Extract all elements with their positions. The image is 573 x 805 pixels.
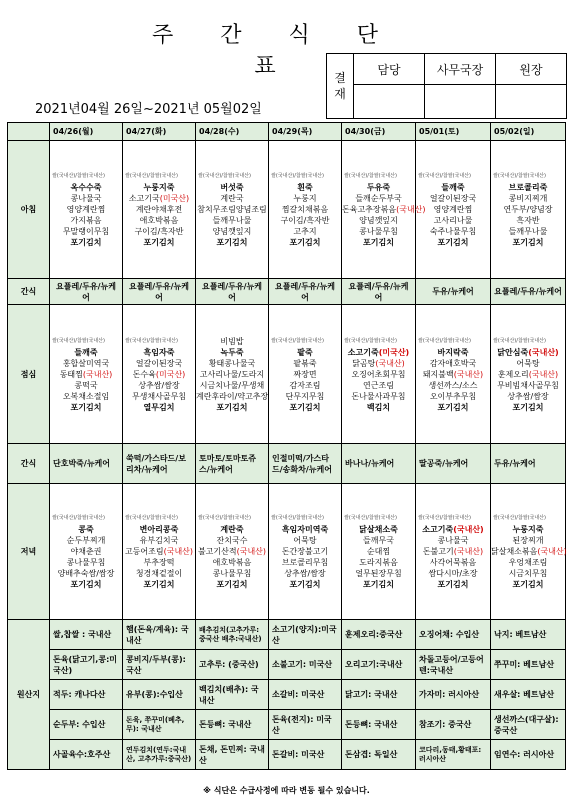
corner-cell xyxy=(8,123,50,141)
menu-item: 소고기죽(미국산) xyxy=(347,347,410,357)
menu-item: 오이부추무침 xyxy=(429,391,477,401)
menu-item: 포기김치 xyxy=(363,238,394,247)
menu-item: 어묵탕 xyxy=(516,358,540,368)
origin-cell: 소갈비: 미국산 xyxy=(269,680,342,710)
origin-cell: 쭈꾸미: 베트남산 xyxy=(491,650,566,680)
menu-item: 누룽지 xyxy=(293,194,317,203)
category-snack-morning: 간식 xyxy=(8,279,50,305)
origin-cell: 백김치(배추): 국내산 xyxy=(196,680,269,710)
origin-cell: 훈제오리:중국산 xyxy=(342,620,416,650)
snack-cell: 요플레/두유/뉴케어 xyxy=(196,279,269,305)
menu-item: 생선까스/소스 xyxy=(428,380,478,390)
approval-sign-office-director xyxy=(425,85,496,119)
approval-box xyxy=(326,53,567,119)
origin-cell: 생선까스(대구살):중국산 xyxy=(491,710,566,740)
origin-cell: 돈삼겹: 독일산 xyxy=(342,740,416,770)
menu-item: 무비빔채사골무침 xyxy=(497,380,559,390)
menu-item: 얼갈이된장국 xyxy=(429,194,477,203)
origin-tag: (국내산) xyxy=(82,369,113,379)
menu-item: 흰죽 xyxy=(297,183,313,192)
menu-item: 오복채소절임 xyxy=(62,391,110,401)
menu-item: 감자애호박국 xyxy=(429,358,477,368)
menu-item: 돈육고추장볶음(국내산) xyxy=(342,205,426,214)
menu-item: 계란후라이/약고추장 xyxy=(196,391,269,401)
menu-item: 옥수수죽 xyxy=(70,183,102,192)
menu-item: 어묵탕 xyxy=(293,536,317,545)
menu-item: 동태찜(국내산) xyxy=(59,369,113,379)
lunch-cell xyxy=(416,305,491,444)
snack-cell: 쑥떡/가스타드/보리차/뉴케어 xyxy=(123,444,196,484)
origin-cell: 순두부: 수입산 xyxy=(50,710,123,740)
menu-item: 무말랭이무침 xyxy=(62,227,110,236)
menu-item: 연근조림 xyxy=(363,380,394,390)
menu-item: 포기김치 xyxy=(363,580,394,589)
menu-item: 애호박볶음 xyxy=(212,558,252,567)
menu-item: 콩나물무침 xyxy=(359,227,398,236)
origin-cell: 쌀,찹쌀 : 국내산 xyxy=(50,620,123,650)
menu-item: 콩나물국 xyxy=(437,536,469,545)
origin-cell: 돈육(닭고기,콩:미국산) xyxy=(50,650,123,680)
menu-item: 포기김치 xyxy=(143,580,175,589)
menu-item: 영양계란찜 xyxy=(433,205,473,214)
menu-item: 콩죽 xyxy=(78,525,94,534)
menu-item: 고사리나물/도라지 xyxy=(199,369,265,379)
origin-cell: 배추김치(고추가루:중국산 배추:국내산) xyxy=(196,620,269,650)
menu-item: 누룽지죽 xyxy=(143,183,175,192)
menu-item: 감자조림 xyxy=(289,380,321,390)
snack-cell: 요플레/두유/뉴케어 xyxy=(342,279,416,305)
origin-cell: 가자미: 러시아산 xyxy=(416,680,491,710)
origin-cell: 돈갈비: 미국산 xyxy=(269,740,342,770)
menu-item: 단무지무침 xyxy=(285,391,325,401)
page-title: 주 간 식 단 표 xyxy=(152,23,398,79)
origin-cell: 돈등뼈: 국내산 xyxy=(196,710,269,740)
origin-cell: 오징어채: 수입산 xyxy=(416,620,491,650)
menu-item: 고추지 xyxy=(293,227,317,236)
day-header: 04/29(목) xyxy=(269,123,342,141)
origin-cell: 돈등뼈: 국내산 xyxy=(342,710,416,740)
menu-item: 쌀(국내산)/찹쌀(국내산) xyxy=(493,173,546,179)
breakfast-items xyxy=(491,171,565,248)
dinner-cell xyxy=(491,484,566,620)
dinner-items xyxy=(416,513,490,590)
menu-item: 변아리콩죽 xyxy=(139,525,179,534)
origin-tag: (국내산) xyxy=(375,358,405,368)
menu-item: 훈제오리(국내산) xyxy=(497,369,559,379)
breakfast-cell xyxy=(342,141,426,279)
snack-cell: 요플레/두유/뉴케어 xyxy=(50,279,123,305)
day-header: 04/27(화) xyxy=(123,123,196,141)
breakfast-items xyxy=(342,171,426,248)
snack-cell: 요플레/두유/뉴케어 xyxy=(491,279,566,305)
dinner-cell xyxy=(269,484,342,620)
origin-cell: 고추루: (중국산) xyxy=(196,650,269,680)
origin-cell: 낙지: 베트남산 xyxy=(491,620,566,650)
menu-item: 쌀(국내산)/찹쌀(국내산) xyxy=(271,173,324,179)
lunch-cell xyxy=(269,305,342,444)
menu-item: 포기김치 xyxy=(437,238,469,247)
lunch-items xyxy=(491,336,565,413)
origin-cell: 참조기: 중국산 xyxy=(416,710,491,740)
menu-item: 백김치 xyxy=(366,402,391,412)
menu-item: 돈나물사과무침 xyxy=(351,391,406,401)
menu-item: 쌀(국내산)/찹쌀(국내산) xyxy=(418,173,471,179)
menu-item: 팥죽 xyxy=(297,347,313,357)
menu-item: 유부김치국 xyxy=(139,536,179,545)
dinner-items xyxy=(123,513,195,590)
menu-item: 두유죽 xyxy=(366,183,391,192)
menu-item: 얼무된장무침 xyxy=(355,569,402,578)
origin-cell: 사골육수:호주산 xyxy=(50,740,123,770)
menu-item: 포기김치 xyxy=(512,580,544,589)
menu-item: 닭곰탕(국내산) xyxy=(352,358,405,368)
menu-item: 콩나물국 xyxy=(70,194,102,203)
origin-cell: 코다리,동태,황태포:러시아산 xyxy=(416,740,491,770)
menu-item: 포기김치 xyxy=(512,238,544,247)
approval-sign-director xyxy=(496,85,567,119)
menu-item: 팥볶죽 xyxy=(293,358,317,368)
menu-item: 흑자반 xyxy=(516,216,540,225)
dinner-items xyxy=(491,513,565,590)
breakfast-cell xyxy=(416,141,491,279)
menu-item: 쌀(국내산)/찹쌀(국내산) xyxy=(344,173,397,179)
menu-item: 쌀(국내산)/찹쌀(국내산) xyxy=(344,337,397,344)
menu-item: 순대찜 xyxy=(366,547,391,556)
menu-item: 홍합살미역국 xyxy=(62,358,110,368)
origin-cell: 돈육(전지): 미국산 xyxy=(269,710,342,740)
menu-item: 가지볶음 xyxy=(70,216,102,225)
origin-tag: (국내산) xyxy=(236,547,267,556)
menu-item: 도라지볶음 xyxy=(359,558,398,567)
menu-item: 고사리나물 xyxy=(433,216,473,225)
menu-item: 짜장면 xyxy=(293,369,317,379)
menu-item: 연두부/양념장 xyxy=(503,205,553,214)
category-dinner: 저녁 xyxy=(8,484,50,620)
approval-label: 결 재 xyxy=(327,54,354,119)
menu-table xyxy=(7,122,566,770)
category-snack-afternoon: 간식 xyxy=(8,444,50,484)
menu-item: 시금치나물/무생채 xyxy=(199,380,265,390)
dinner-items xyxy=(196,513,268,590)
menu-item: 쌀(국내산)/찹쌀(국내산) xyxy=(52,337,105,344)
menu-item: 포기김치 xyxy=(216,238,248,247)
origin-tag: (미국산) xyxy=(159,194,190,203)
breakfast-items xyxy=(269,171,341,248)
menu-item: 구이김/흑자반 xyxy=(134,227,184,236)
menu-item: 양념깻잎지 xyxy=(359,216,398,225)
lunch-items xyxy=(416,336,490,413)
dinner-items xyxy=(50,513,122,590)
menu-item: 계란죽 xyxy=(220,525,244,534)
lunch-cell xyxy=(50,305,123,444)
dinner-cell xyxy=(50,484,123,620)
breakfast-cell xyxy=(269,141,342,279)
lunch-cell xyxy=(342,305,416,444)
day-header: 05/01(토) xyxy=(416,123,491,141)
snack-cell: 인절미떡/가스타드/송화차/뉴케어 xyxy=(269,444,342,484)
snack-cell: 토마토/토마토쥬스/뉴케어 xyxy=(196,444,269,484)
menu-item: 황태콩나물국 xyxy=(208,358,256,368)
breakfast-items xyxy=(196,171,268,248)
origin-cell: 유부(콩):수입산 xyxy=(123,680,196,710)
menu-item: 쌀(국내산)/찹쌀(국내산) xyxy=(344,515,397,521)
origin-cell: 햄(돈육/계육): 국내산 xyxy=(123,620,196,650)
menu-item: 쌀(국내산)/찹쌀(국내산) xyxy=(125,173,178,179)
breakfast-cell xyxy=(123,141,196,279)
menu-item: 쌀(국내산)/찹쌀(국내산) xyxy=(198,173,251,179)
dinner-cell xyxy=(123,484,196,620)
breakfast-items xyxy=(416,171,490,248)
menu-item: 바지락죽 xyxy=(437,347,469,357)
lunch-items xyxy=(196,336,268,413)
menu-item: 흑임자죽 xyxy=(143,347,175,357)
category-origin: 원산지 xyxy=(8,620,50,770)
menu-item: 포기김치 xyxy=(289,402,321,412)
menu-item: 양념깻잎지 xyxy=(212,227,252,236)
menu-item: 사각어묵볶음 xyxy=(429,558,477,567)
origin-tag: (국내산) xyxy=(453,547,484,556)
menu-item: 계란국 xyxy=(220,194,244,203)
origin-tag: (국내산) xyxy=(528,347,559,357)
dinner-items xyxy=(342,513,415,590)
menu-item: 포기김치 xyxy=(437,402,469,412)
menu-item: 고등어조림(국내산) xyxy=(124,547,194,556)
approval-sign-manager xyxy=(354,85,425,119)
menu-item: 브로콜리죽 xyxy=(508,183,548,192)
menu-item: 오징어초회무침 xyxy=(351,369,406,379)
menu-item: 콩나물무침 xyxy=(212,569,252,578)
origin-cell: 새우살: 베트남산 xyxy=(491,680,566,710)
menu-item: 쌀(국내산)/찹쌀(국내산) xyxy=(52,173,105,179)
day-header: 04/28(수) xyxy=(196,123,269,141)
menu-item: 계란야채후전 xyxy=(135,205,183,214)
lunch-cell xyxy=(196,305,269,444)
footnote: ※ 식단은 수급사정에 따라 변동 될수 있습니다. xyxy=(203,786,370,795)
breakfast-cell xyxy=(491,141,566,279)
menu-item: 쌀(국내산)/찹쌀(국내산) xyxy=(52,515,105,521)
menu-item: 쌀(국내산)/찹쌀(국내산) xyxy=(271,515,324,521)
menu-item: 들깨무국 xyxy=(363,536,394,545)
snack-cell: 두유/뉴케어 xyxy=(491,444,566,484)
menu-item: 쌈다시마/초장 xyxy=(428,569,478,578)
menu-item: 닭살채소볶음(국내산) xyxy=(491,547,567,556)
approval-header-manager: 담당 xyxy=(354,54,425,85)
menu-item: 포기김치 xyxy=(70,402,102,412)
menu-item: 상추쌈/쌈장 xyxy=(138,380,180,390)
origin-cell: 임연수: 러시아산 xyxy=(491,740,566,770)
day-header: 04/30(금) xyxy=(342,123,416,141)
snack-cell: 딸공죽/뉴케어 xyxy=(416,444,491,484)
category-lunch: 점심 xyxy=(8,305,50,444)
menu-item: 돈간장불고기 xyxy=(281,547,329,556)
breakfast-items xyxy=(50,171,122,248)
menu-item: 구이김/흑자반 xyxy=(280,216,330,225)
menu-item: 쌀(국내산)/찹쌀(국내산) xyxy=(125,515,178,521)
menu-item: 쌀(국내산)/찹쌀(국내산) xyxy=(418,337,471,344)
snack-cell: 단호박죽/뉴케어 xyxy=(50,444,123,484)
lunch-cell xyxy=(123,305,196,444)
snack-cell: 바나나/뉴케어 xyxy=(342,444,416,484)
menu-item: 숙주나물무침 xyxy=(429,227,477,236)
menu-item: 시금치무침 xyxy=(508,569,548,578)
origin-tag: (미국산) xyxy=(378,347,410,357)
menu-item: 콩비지찌개 xyxy=(508,194,548,203)
menu-item: 야채춘권 xyxy=(70,547,102,556)
menu-item: 돈수육(미국산) xyxy=(132,369,186,379)
menu-item: 쌀(국내산)/찹쌀(국내산) xyxy=(125,337,178,344)
menu-item: 소고기국(미국산) xyxy=(128,194,190,203)
menu-item: 들깨무나물 xyxy=(508,227,548,236)
snack-cell: 두유/뉴케어 xyxy=(416,279,491,305)
menu-item: 열무김치 xyxy=(143,402,175,412)
lunch-items xyxy=(269,336,341,413)
menu-item: 된장찌개 xyxy=(512,536,544,545)
menu-item: 찜갈치채볶음 xyxy=(281,205,329,214)
origin-cell: 닭고기: 국내산 xyxy=(342,680,416,710)
origin-cell: 소불고기: 미국산 xyxy=(269,650,342,680)
menu-item: 콩나물무침 xyxy=(66,558,106,567)
menu-item: 양배추숙쌈/쌈장 xyxy=(57,569,115,578)
approval-header-director: 원장 xyxy=(496,54,567,85)
origin-tag: (미국산) xyxy=(155,369,186,379)
menu-item: 포기김치 xyxy=(70,580,102,589)
menu-item: 들깨무나물 xyxy=(212,216,252,225)
menu-item: 포기김치 xyxy=(437,580,469,589)
date-range: 2021년04월 26일~2021년 05월02일 xyxy=(35,102,262,117)
menu-item: 비빔밥 xyxy=(220,336,244,346)
breakfast-cell xyxy=(50,141,123,279)
dinner-cell xyxy=(196,484,269,620)
menu-item: 얼갈이된장국 xyxy=(135,358,183,368)
menu-item: 들깨죽 xyxy=(74,347,98,357)
menu-item: 영양계란찜 xyxy=(66,205,106,214)
origin-cell: 적두: 캐나다산 xyxy=(50,680,123,710)
menu-item: 포기김치 xyxy=(512,402,544,412)
lunch-items xyxy=(123,336,195,413)
origin-tag: (국내산) xyxy=(537,547,567,556)
menu-item: 버섯죽 xyxy=(220,183,244,192)
breakfast-items xyxy=(123,171,195,248)
menu-item: 포기김치 xyxy=(216,580,248,589)
origin-cell: 돈육, 쭈꾸미(베추,무): 국내산 xyxy=(123,710,196,740)
origin-tag: (국내산) xyxy=(163,547,194,556)
menu-item: 포기김치 xyxy=(143,238,175,247)
menu-item: 돈불고기(국내산) xyxy=(422,547,484,556)
origin-cell: 연두김치(연두:국내산, 고추가루:중국산) xyxy=(123,740,196,770)
origin-cell: 차돌고등어/고등어텐:국내산 xyxy=(416,650,491,680)
menu-item: 쌀(국내산)/찹쌀(국내산) xyxy=(418,515,471,521)
menu-item: 순두부찌개 xyxy=(66,536,106,545)
menu-item: 포기김치 xyxy=(289,580,321,589)
menu-item: 소고기죽(국내산) xyxy=(422,525,484,534)
day-header: 04/26(월) xyxy=(50,123,123,141)
menu-item: 쌀(국내산)/찹쌀(국내산) xyxy=(493,515,546,521)
snack-cell: 요플레/두유/뉴케어 xyxy=(123,279,196,305)
menu-item: 포기김치 xyxy=(216,402,248,412)
lunch-items xyxy=(50,336,122,413)
snack-cell: 요플레/두유/뉴케어 xyxy=(269,279,342,305)
menu-item: 닭살채소죽 xyxy=(359,525,398,534)
menu-item: 돼지불백(국내산) xyxy=(422,369,484,379)
origin-tag: (국내산) xyxy=(396,205,426,214)
menu-item: 누룽지죽 xyxy=(512,525,544,534)
menu-item: 애호박볶음 xyxy=(139,216,179,225)
origin-tag: (국내산) xyxy=(528,369,559,379)
menu-item: 쌀(국내산)/찹쌀(국내산) xyxy=(198,515,251,521)
menu-item: 브로콜리무침 xyxy=(281,558,329,567)
origin-cell: 돈채, 돈민찌: 국내산 xyxy=(196,740,269,770)
menu-item: 포기김치 xyxy=(289,238,321,247)
menu-item: 잔치국수 xyxy=(216,536,248,545)
menu-item: 상추쌈/쌈장 xyxy=(507,391,549,401)
dinner-cell xyxy=(342,484,416,620)
menu-item: 참치무조림양념조림 xyxy=(197,205,267,214)
menu-item: 부추장떡 xyxy=(143,558,175,567)
menu-item: 들깨순두부국 xyxy=(355,194,402,203)
lunch-items xyxy=(342,336,415,413)
origin-cell: 오리고기:국내산 xyxy=(342,650,416,680)
menu-item: 우엉채조림 xyxy=(508,558,548,567)
menu-item: 쌀(국내산)/찹쌀(국내산) xyxy=(271,337,324,344)
menu-item: 닭안심죽(국내산) xyxy=(497,347,559,357)
origin-cell: 콩비지/두부(콩): 국산 xyxy=(123,650,196,680)
category-breakfast: 아침 xyxy=(8,141,50,279)
menu-item: 녹두죽 xyxy=(220,347,244,357)
origin-cell: 소고기(양지):미국산 xyxy=(269,620,342,650)
menu-item: 무생채사골무침 xyxy=(131,391,187,401)
approval-header-office-director: 사무국장 xyxy=(425,54,496,85)
menu-item: 흑임자미역죽 xyxy=(281,525,329,534)
dinner-cell xyxy=(416,484,491,620)
menu-item: 들깨죽 xyxy=(441,183,465,192)
lunch-cell xyxy=(491,305,566,444)
day-header: 05/02(일) xyxy=(491,123,566,141)
origin-tag: (국내산) xyxy=(453,525,484,534)
dinner-items xyxy=(269,513,341,590)
menu-item: 상추쌈/쌈장 xyxy=(284,569,326,578)
origin-tag: (국내산) xyxy=(453,369,484,379)
breakfast-cell xyxy=(196,141,269,279)
menu-item: 콩떡국 xyxy=(74,380,98,390)
menu-item: 청경채겉절이 xyxy=(135,569,183,578)
menu-item: 쌀(국내산)/찹쌀(국내산) xyxy=(493,337,546,344)
menu-item: 포기김치 xyxy=(70,238,102,247)
menu-item: 불고기산적(국내산) xyxy=(197,547,267,556)
